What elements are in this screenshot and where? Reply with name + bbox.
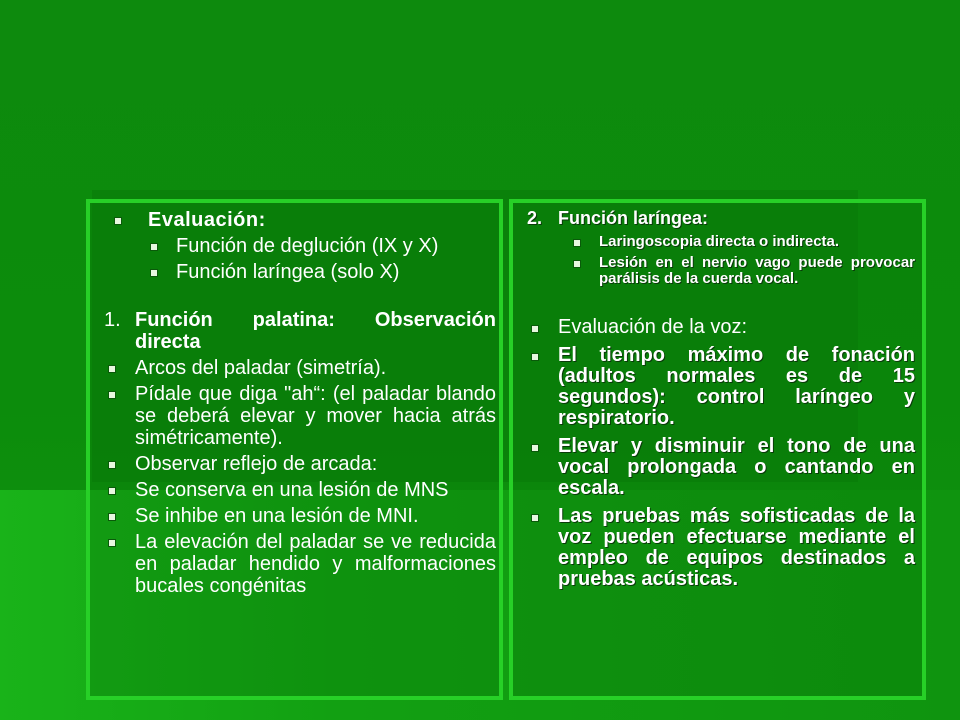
voz-bullet: El tiempo máximo de fonación (adultos normales es de 15 segundos): control laríngeo y respiratorio. [527,345,915,429]
item2-bullet: Laringoscopia directa o indirecta. [527,234,915,250]
square-bullet-icon [573,260,581,268]
square-bullet-icon [150,269,158,277]
right-panel [509,199,926,700]
square-bullet-icon [108,391,116,399]
item1-bullet: Se inhibe en una lesión de MNI. [104,505,496,527]
left-content [104,209,496,597]
left-panel [86,199,503,700]
item1-bullet: Pídale que diga "ah“: (el paladar blando se deberá elevar y mover hacia atrás simétricamente). [104,383,496,449]
square-bullet-icon [114,217,122,225]
item2-bullet: Lesión en el nervio vago puede provocar parálisis de la cuerda vocal. [527,255,915,287]
evaluacion-item: Función de deglución (IX y X) [104,235,496,257]
square-bullet-icon [108,461,116,469]
item1-bullet: La elevación del paladar se ve reducida en paladar hendido y malformaciones bucales congénitas [104,531,496,597]
right-content [527,207,915,590]
square-bullet-icon [108,487,116,495]
evaluacion-item: Función laríngea (solo X) [104,261,496,283]
voz-heading: Evaluación de la voz: [527,317,915,338]
square-bullet-icon [108,513,116,521]
square-bullet-icon [531,353,539,361]
square-bullet-icon [108,539,116,547]
item1-bullet: Se conserva en una lesión de MNS [104,479,496,501]
item1-bullet: Observar reflejo de arcada: [104,453,496,475]
square-bullet-icon [108,365,116,373]
square-bullet-icon [531,325,539,333]
item2-heading: 2. Función laríngea: [527,208,709,228]
voz-bullet: Las pruebas más sofisticadas de la voz pueden efectuarse mediante el empleo de equipos destinados a pruebas acústicas. [527,506,915,590]
item1-heading: 1. Función palatina: Observación directa [104,309,496,353]
square-bullet-icon [573,239,581,247]
square-bullet-icon [531,514,539,522]
evaluacion-heading: Evaluación: [104,209,496,231]
item1-bullet: Arcos del paladar (simetría). [104,357,496,379]
voz-bullet: Elevar y disminuir el tono de una vocal prolongada o cantando en escala. [527,436,915,499]
square-bullet-icon [150,243,158,251]
square-bullet-icon [531,444,539,452]
